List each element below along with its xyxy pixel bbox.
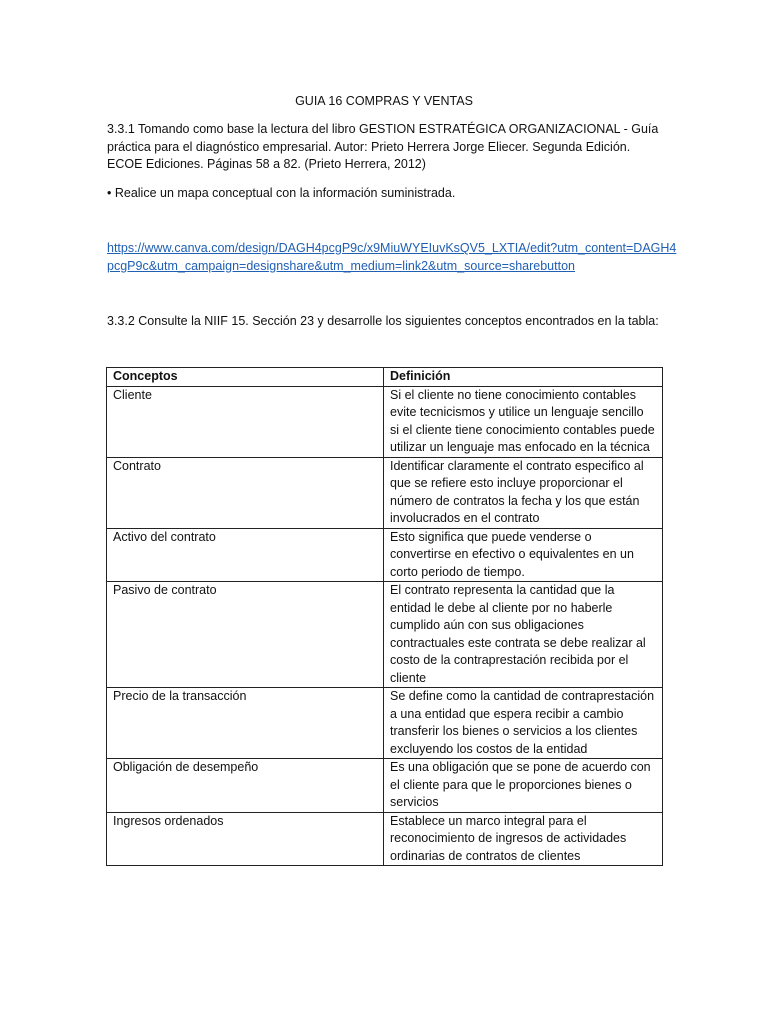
concept-cell: Cliente <box>107 386 384 457</box>
table-row <box>107 759 663 813</box>
table-row <box>107 582 663 688</box>
definition-cell: Esto significa que puede venderse o convertirse en efectivo o equivalentes en un corto periodo de tiempo. <box>384 528 663 582</box>
concept-cell: Pasivo de contrato <box>107 582 384 688</box>
definition-cell: Establece un marco integral para el reconocimiento de ingresos de actividades ordinarias de contratos de clientes <box>384 812 663 866</box>
bullet-instruction: • Realice un mapa conceptual con la información suministrada. <box>107 186 456 200</box>
definition-cell: Si el cliente no tiene conocimiento contables evite tecnicismos y utilice un lenguaje sencillo si el cliente tiene conocimiento contables puede utilizar un lenguaje mas enfocado en la técnica <box>384 386 663 457</box>
table-row <box>107 528 663 582</box>
table-row <box>107 812 663 866</box>
table-row <box>107 457 663 528</box>
header-definicion: Definición <box>384 368 663 387</box>
assignment-paragraph-2: 3.3.2 Consulte la NIIF 15. Sección 23 y desarrolle los siguientes conceptos encontrados en la tabla: <box>107 314 659 328</box>
definition-cell: Identificar claramente el contrato especifico al que se refiere esto incluye proporcionar el número de contratos la fecha y los que están involucrados en el contrato <box>384 457 663 528</box>
table-header-row <box>107 368 663 387</box>
document-title: GUIA 16 COMPRAS Y VENTAS <box>295 94 473 108</box>
concept-cell: Obligación de desempeño <box>107 759 384 813</box>
definition-cell: Se define como la cantidad de contraprestación a una entidad que espera recibir a cambio transferir los bienes o servicios a los clientes excluyendo los costos de la entidad <box>384 688 663 759</box>
concept-cell: Ingresos ordenados <box>107 812 384 866</box>
concept-cell: Precio de la transacción <box>107 688 384 759</box>
definition-cell: El contrato representa la cantidad que la entidad le debe al cliente por no haberle cumplido aún con sus obligaciones contractuales este contrata se debe realizar al costo de la contraprestación recibida por el cliente <box>384 582 663 688</box>
concepts-table <box>106 367 663 866</box>
assignment-paragraph-1: 3.3.1 Tomando como base la lectura del libro GESTION ESTRATÉGICA ORGANIZACIONAL - Guía práctica para el diagnóstico empresarial. Autor: Prieto Herrera Jorge Eliecer. Segunda Edición. ECOE Ediciones. Páginas 58 a 82. (Prieto Herrera, 2012) <box>107 122 659 171</box>
table-row <box>107 386 663 457</box>
concept-cell: Contrato <box>107 457 384 528</box>
definition-cell: Es una obligación que se pone de acuerdo con el cliente para que le proporciones bienes o servicios <box>384 759 663 813</box>
table-row <box>107 688 663 759</box>
concept-cell: Activo del contrato <box>107 528 384 582</box>
canva-link[interactable]: https://www.canva.com/design/DAGH4pcgP9c/x9MiuWYEIuvKsQV5_LXTIA/edit?utm_content=DAGH4pcgP9c&utm_campaign=designshare&utm_medium=link2&utm_source=sharebutton <box>107 241 677 273</box>
header-conceptos: Conceptos <box>107 368 384 387</box>
